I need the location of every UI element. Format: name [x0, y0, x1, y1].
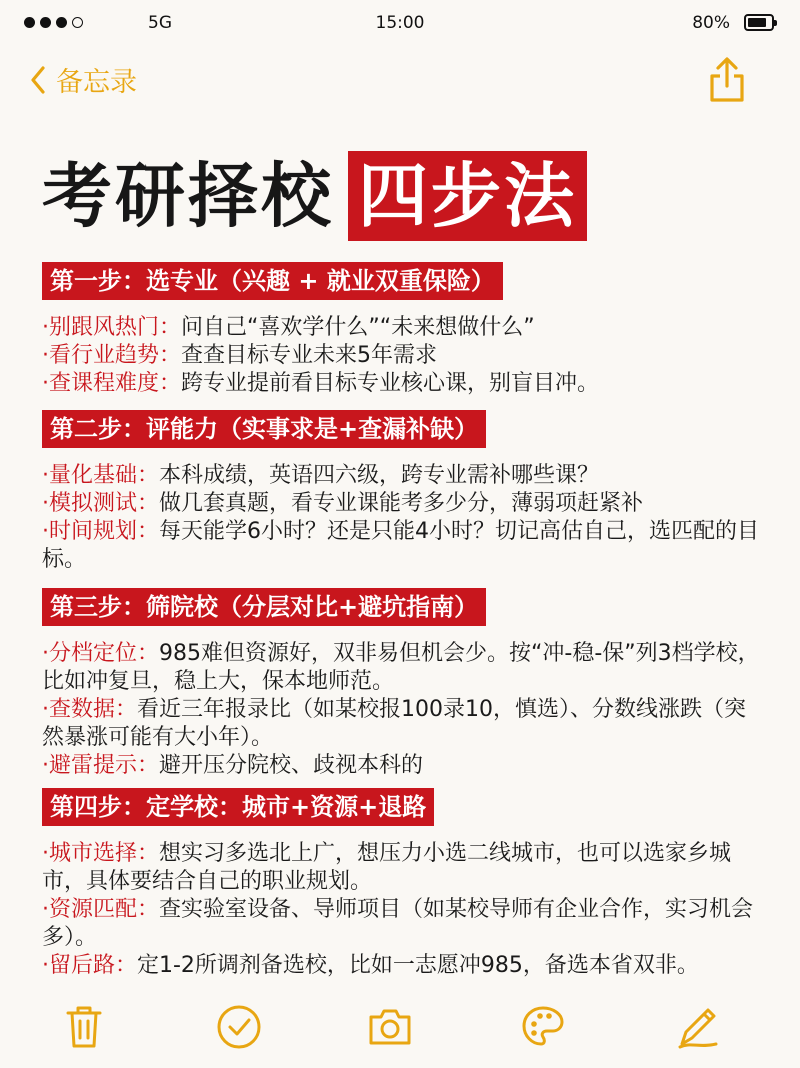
clock: 15:00 — [375, 13, 425, 33]
camera-button[interactable] — [368, 1004, 412, 1054]
share-button[interactable] — [706, 56, 748, 108]
step-section-2 — [42, 410, 762, 574]
item-key: ·看行业趋势： — [42, 343, 181, 368]
bottom-toolbar — [0, 1000, 800, 1056]
camera-icon — [368, 1004, 412, 1050]
back-label: 备忘录 — [56, 67, 137, 98]
step-header: 第二步：评能力（实事求是+查漏补缺） — [42, 410, 486, 448]
step-items — [42, 840, 762, 980]
step-section-3 — [42, 588, 762, 780]
step-header: 第四步：定学校：城市+资源+退路 — [42, 788, 434, 826]
back-button[interactable] — [30, 60, 137, 99]
item-text: 问自己“喜欢学什么”“未来想做什么” — [181, 315, 535, 340]
trash-icon — [64, 1004, 104, 1050]
step-header: 第一步：选专业（兴趣 + 就业双重保险） — [42, 262, 503, 300]
item-key: ·城市选择： — [42, 841, 159, 866]
pen-icon — [676, 1004, 720, 1050]
item-key: ·避雷提示： — [42, 753, 159, 778]
item-text: 想实习多选北上广，想压力小选二线城市，也可以选家乡城市，具体要结合自己的职业规划。 — [42, 841, 732, 894]
item-key: ·分档定位： — [42, 641, 159, 666]
item-key: ·查课程难度： — [42, 371, 181, 396]
list-item — [42, 370, 762, 398]
item-text: 避开压分院校、歧视本科的 — [159, 753, 424, 778]
list-item — [42, 462, 762, 490]
list-item — [42, 752, 762, 780]
chevron-left-icon — [30, 66, 46, 94]
title-main: 考研择校 — [42, 155, 334, 237]
step-items — [42, 314, 762, 398]
item-text: 每天能学6小时？还是只能4小时？切记高估自己，选匹配的目标。 — [42, 519, 759, 572]
step-section-4 — [42, 788, 762, 980]
nav-bar — [0, 56, 800, 106]
compose-button[interactable] — [676, 1004, 720, 1054]
battery-fill — [748, 18, 766, 27]
item-text: 看近三年报录比（如某校报100录10，慎选）、分数线涨跌（突然暴涨可能有大小年）。 — [42, 697, 746, 750]
delete-button[interactable] — [64, 1004, 104, 1054]
list-item — [42, 696, 762, 752]
item-key: ·时间规划： — [42, 519, 159, 544]
item-text: 定1-2所调剂备选校，比如一志愿冲985，备选本省双非。 — [137, 953, 699, 978]
item-key: ·模拟测试： — [42, 491, 159, 516]
step-section-1 — [42, 262, 762, 398]
network-type: 5G — [148, 13, 172, 33]
item-text: 本科成绩，英语四六级，跨专业需补哪些课？ — [159, 463, 600, 488]
list-item — [42, 342, 762, 370]
list-item — [42, 640, 762, 696]
status-bar — [0, 0, 800, 48]
title-highlight: 四步法 — [348, 151, 587, 241]
checklist-button[interactable] — [216, 1004, 262, 1054]
item-key: ·留后路： — [42, 953, 137, 978]
palette-icon — [520, 1004, 566, 1050]
note-title — [42, 140, 587, 241]
list-item — [42, 490, 762, 518]
list-item — [42, 518, 762, 574]
checkmark-circle-icon — [216, 1004, 262, 1050]
item-key: ·别跟风热门： — [42, 315, 181, 340]
markup-button[interactable] — [520, 1004, 566, 1054]
item-text: 985难但资源好，双非易但机会少。按“冲-稳-保”列3档学校，比如冲复旦，稳上大，保本地师范。 — [42, 641, 760, 694]
list-item — [42, 952, 762, 980]
list-item — [42, 896, 762, 952]
step-items — [42, 640, 762, 780]
battery-icon — [744, 14, 774, 31]
item-text: 跨专业提前看目标专业核心课，别盲目冲。 — [181, 371, 600, 396]
battery-percent: 80% — [692, 13, 730, 33]
step-items — [42, 462, 762, 574]
item-key: ·资源匹配： — [42, 897, 159, 922]
item-text: 查查目标专业未来5年需求 — [181, 343, 437, 368]
step-header: 第三步：筛院校（分层对比+避坑指南） — [42, 588, 486, 626]
item-text: 查实验室设备、导师项目（如某校导师有企业合作，实习机会多）。 — [42, 897, 754, 950]
item-text: 做几套真题，看专业课能考多少分，薄弱项赶紧补 — [159, 491, 644, 516]
item-key: ·量化基础： — [42, 463, 159, 488]
share-icon — [706, 56, 748, 104]
list-item — [42, 314, 762, 342]
list-item — [42, 840, 762, 896]
item-key: ·查数据： — [42, 697, 137, 722]
